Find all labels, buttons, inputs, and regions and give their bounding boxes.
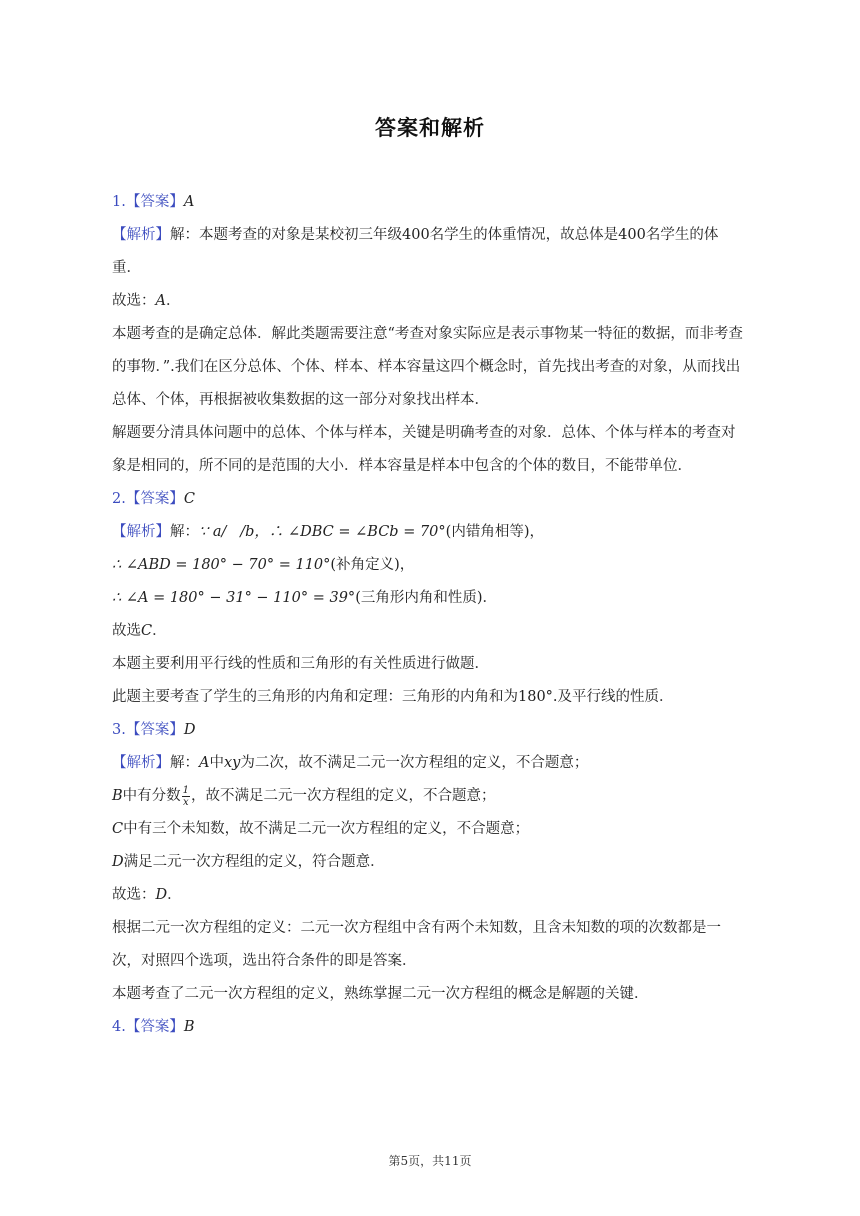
q3-option-c: C <box>112 821 124 837</box>
q2-math-1: ∵ a/ /b，∴ ∠DBC = ∠BCb = 70° <box>199 524 446 540</box>
q2-math-2: ∴ ∠ABD = 180° − 70° = 110° <box>112 557 331 573</box>
q3-note-paragraph-1: 根据二元一次方程组的定义：二元一次方程组中含有两个未知数，且含未知数的项的次数都是一次，对照四个选项，选出符合条件的即是答案． <box>112 920 721 969</box>
q2-answer-tag: 【答案】 <box>125 491 184 507</box>
q2-answer: C <box>183 491 195 507</box>
q1-choose-end: ． <box>165 293 181 309</box>
q3-tail-2: ，故不满足二元一次方程组的定义，不合题意； <box>191 788 496 804</box>
q1-analysis-tag: 【解析】 <box>112 227 170 243</box>
q1-choose-letter: A <box>155 293 166 309</box>
q3-mid-1: 中 <box>209 755 224 771</box>
q2-note-1: 本题主要利用平行线的性质和三角形的有关性质进行做题． <box>112 656 489 672</box>
q3-number: 3. <box>112 722 126 738</box>
q2-analysis-line-2 <box>112 549 748 582</box>
q3-analysis-line-3 <box>112 813 748 846</box>
q3-option-b: B <box>112 788 123 804</box>
q3-xy: xy <box>223 755 241 771</box>
q1-analysis-text-1: 解：本题考查的对象是某校初三年级400名学生的体重情况，故总体是400名学生的体 <box>170 227 719 243</box>
q2-reason-2: (补角定义)， <box>330 557 415 573</box>
q3-answer-tag: 【答案】 <box>125 722 184 738</box>
q3-choose-text: 故选： <box>112 887 156 903</box>
q1-note-paragraph-1: 本题考查的是确定总体．解此类题需要注意“考查对象实际应是表示事物某一特征的数据，而非考查的事物．”.我们在区分总体、个体、样本、样本容量这四个概念时，首先找出考查的对象，从而找出总体、个体，再根据被收集数据的这一部分对象找出样本． <box>112 326 743 408</box>
answers-content <box>112 186 748 1044</box>
q3-analysis-tag: 【解析】 <box>112 755 170 771</box>
q3-fraction-denominator: x <box>183 796 189 808</box>
q3-choose-end: ． <box>167 887 182 903</box>
q3-tail-1: 为二次，故不满足二元一次方程组的定义，不合题意； <box>240 755 589 771</box>
q4-answer: B <box>183 1019 195 1035</box>
q3-choose-letter: D <box>155 887 168 903</box>
q2-math-3: ∴ ∠A = 180° − 31° − 110° = 39° <box>112 590 356 606</box>
q4-answer-tag: 【答案】 <box>125 1019 184 1035</box>
q3-mid-2: 中有分数 <box>122 788 181 804</box>
q2-analysis-line-1 <box>112 516 748 549</box>
q3-option-d: D <box>112 854 124 870</box>
q1-choose-line <box>112 285 748 318</box>
q3-fraction <box>182 785 190 808</box>
q1-answer-tag: 【答案】 <box>125 194 184 210</box>
q2-analysis-line-3 <box>112 582 748 615</box>
q3-fraction-numerator: 1 <box>182 784 190 796</box>
q3-answer-line <box>112 714 748 747</box>
q1-answer-line <box>112 186 748 219</box>
page-footer: 第5页，共11页 <box>388 1154 472 1168</box>
q3-tail-4: 满足二元一次方程组的定义，符合题意． <box>123 854 385 870</box>
q3-analysis-line-1 <box>112 747 748 780</box>
q3-analysis-line-4 <box>112 846 748 879</box>
q3-analysis-line-2 <box>112 780 748 813</box>
q2-analysis-lead: 解： <box>170 524 199 540</box>
q2-note-2: 此题主要考查了学生的三角形的内角和定理：三角形的内角和为180°.及平行线的性质． <box>112 689 674 705</box>
page-title: 答案和解析 <box>375 116 485 140</box>
q2-reason-3: (三角形内角和性质)． <box>355 590 498 606</box>
q1-analysis-line-2: 重． <box>112 260 141 276</box>
q3-note-paragraph-2: 本题考查了二元一次方程组的定义，熟练掌握二元一次方程组的概念是解题的关键． <box>112 986 649 1002</box>
q2-number: 2. <box>112 491 126 507</box>
q1-note-paragraph-2: 解题要分清具体问题中的总体、个体与样本，关键是明确考查的对象．总体、个体与样本的考查对象是相同的，所不同的是范围的大小．样本容量是样本中包含的个体的数目，不能带单位． <box>112 425 736 474</box>
q3-tail-3: 中有三个未知数，故不满足二元一次方程组的定义，不合题意； <box>123 821 530 837</box>
q1-choose-text: 故选： <box>112 293 156 309</box>
q3-answer: D <box>183 722 196 738</box>
q2-choose-letter: C <box>141 623 153 639</box>
q3-lead: 解： <box>170 755 199 771</box>
q1-answer: A <box>183 194 195 210</box>
q1-number: 1. <box>112 194 126 210</box>
q3-option-a: A <box>199 755 210 771</box>
q2-reason-1: (内错角相等)， <box>445 524 544 540</box>
q2-answer-line <box>112 483 748 516</box>
q1-analysis-line-1 <box>112 219 748 252</box>
q4-number: 4. <box>112 1019 126 1035</box>
q4-answer-line <box>112 1011 748 1044</box>
q2-analysis-tag: 【解析】 <box>112 524 170 540</box>
q2-choose-line <box>112 615 748 648</box>
q2-choose-text: 故选 <box>112 623 141 639</box>
q2-choose-end: ． <box>152 623 167 639</box>
q3-choose-line <box>112 879 748 912</box>
